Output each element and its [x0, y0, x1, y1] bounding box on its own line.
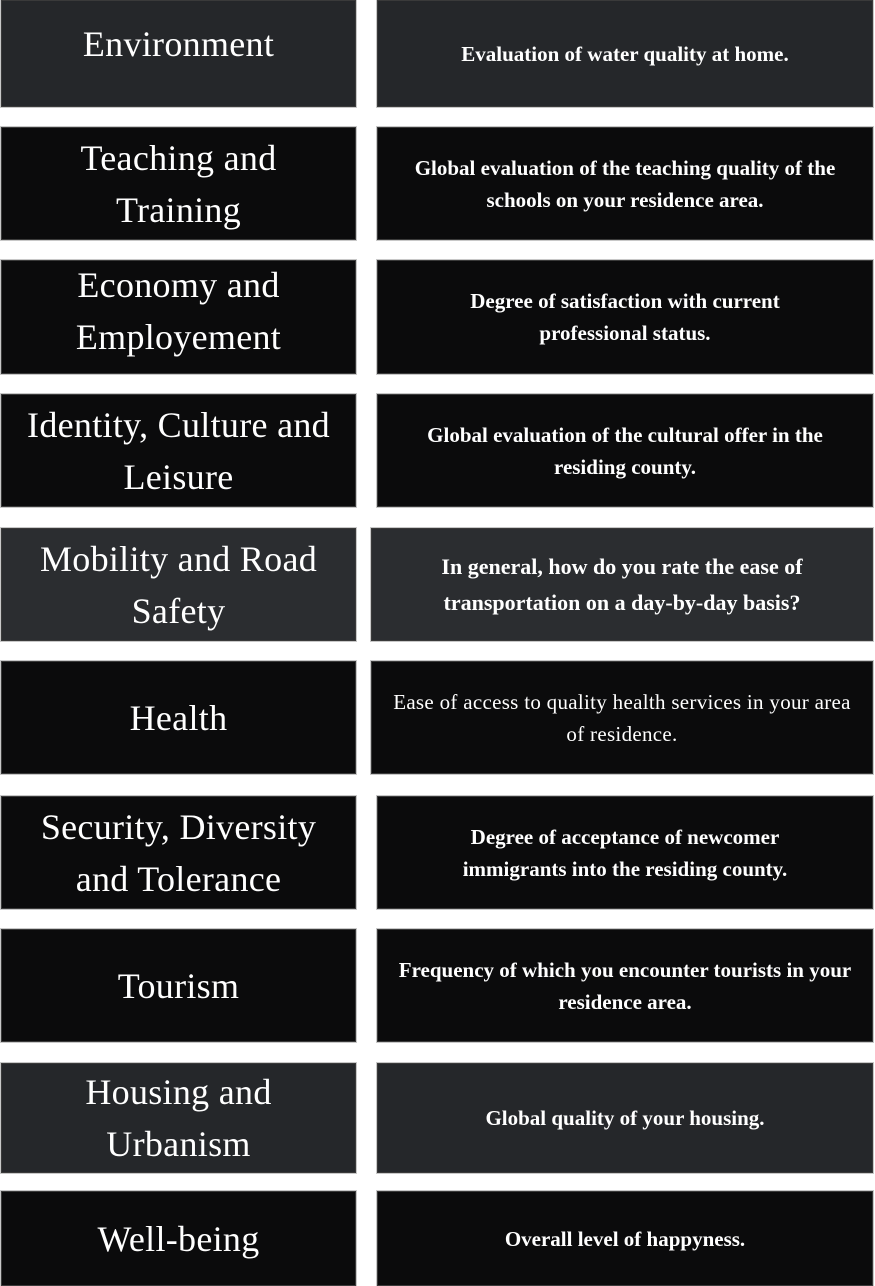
category-box-security-diversity-and-tolerance	[1, 796, 356, 909]
category-box-environment	[1, 0, 356, 107]
category-box-identity-culture-and-leisure	[1, 394, 356, 507]
category-label: Mobility and Road Safety	[39, 538, 318, 631]
category-label: Security, Diversity and Tolerance	[40, 806, 317, 899]
category-box-housing-and-urbanism	[1, 1063, 356, 1173]
description-box-well-being	[377, 1191, 873, 1286]
category-box-mobility-and-road-safety	[1, 528, 356, 641]
description-label: Overall level of happyness.	[504, 1226, 746, 1251]
description-label: Global evaluation of the teaching quality of the schools on your residence area.	[414, 155, 836, 212]
category-label: Teaching and Training	[80, 137, 277, 230]
category-box-health	[1, 661, 356, 774]
description-box-housing-and-urbanism	[377, 1063, 873, 1173]
category-label: Economy and Employement	[75, 265, 282, 357]
description-label: Global quality of your housing.	[485, 1106, 765, 1130]
category-box-well-being	[1, 1191, 356, 1286]
description-box-tourism	[377, 929, 873, 1042]
description-label: Ease of access to quality health services in your area of residence.	[393, 689, 851, 746]
category-label: Housing and Urbanism	[85, 1072, 272, 1164]
description-box-environment	[377, 0, 873, 107]
description-box-teaching-and-training	[377, 127, 873, 240]
category-box-teaching-and-training	[1, 127, 356, 240]
category-label: Identity, Culture and Leisure	[27, 404, 330, 497]
description-box-health	[371, 661, 873, 774]
description-label: Frequency of which you encounter tourists in your residence area.	[398, 957, 852, 1014]
category-box-economy-and-employement	[1, 260, 356, 374]
description-label: Evaluation of water quality at home.	[461, 41, 789, 66]
description-box-identity-culture-and-leisure	[377, 394, 873, 507]
category-label: Health	[129, 697, 228, 738]
description-label: Degree of satisfaction with current professional status.	[470, 289, 780, 345]
description-label: Global evaluation of the cultural offer in the residing county.	[427, 422, 823, 479]
category-label: Well-being	[97, 1218, 260, 1259]
category-label: Tourism	[117, 965, 240, 1006]
description-box-economy-and-employement	[377, 260, 873, 374]
description-box-mobility-and-road-safety	[371, 528, 873, 641]
description-label: Degree of acceptance of newcomer immigrants into the residing county.	[462, 824, 788, 881]
category-box-tourism	[1, 929, 356, 1042]
category-label: Environment	[82, 23, 275, 64]
description-box-security-diversity-and-tolerance	[377, 796, 873, 909]
description-label: In general, how do you rate the ease of transportation on a day-by-day basis?	[441, 553, 803, 615]
